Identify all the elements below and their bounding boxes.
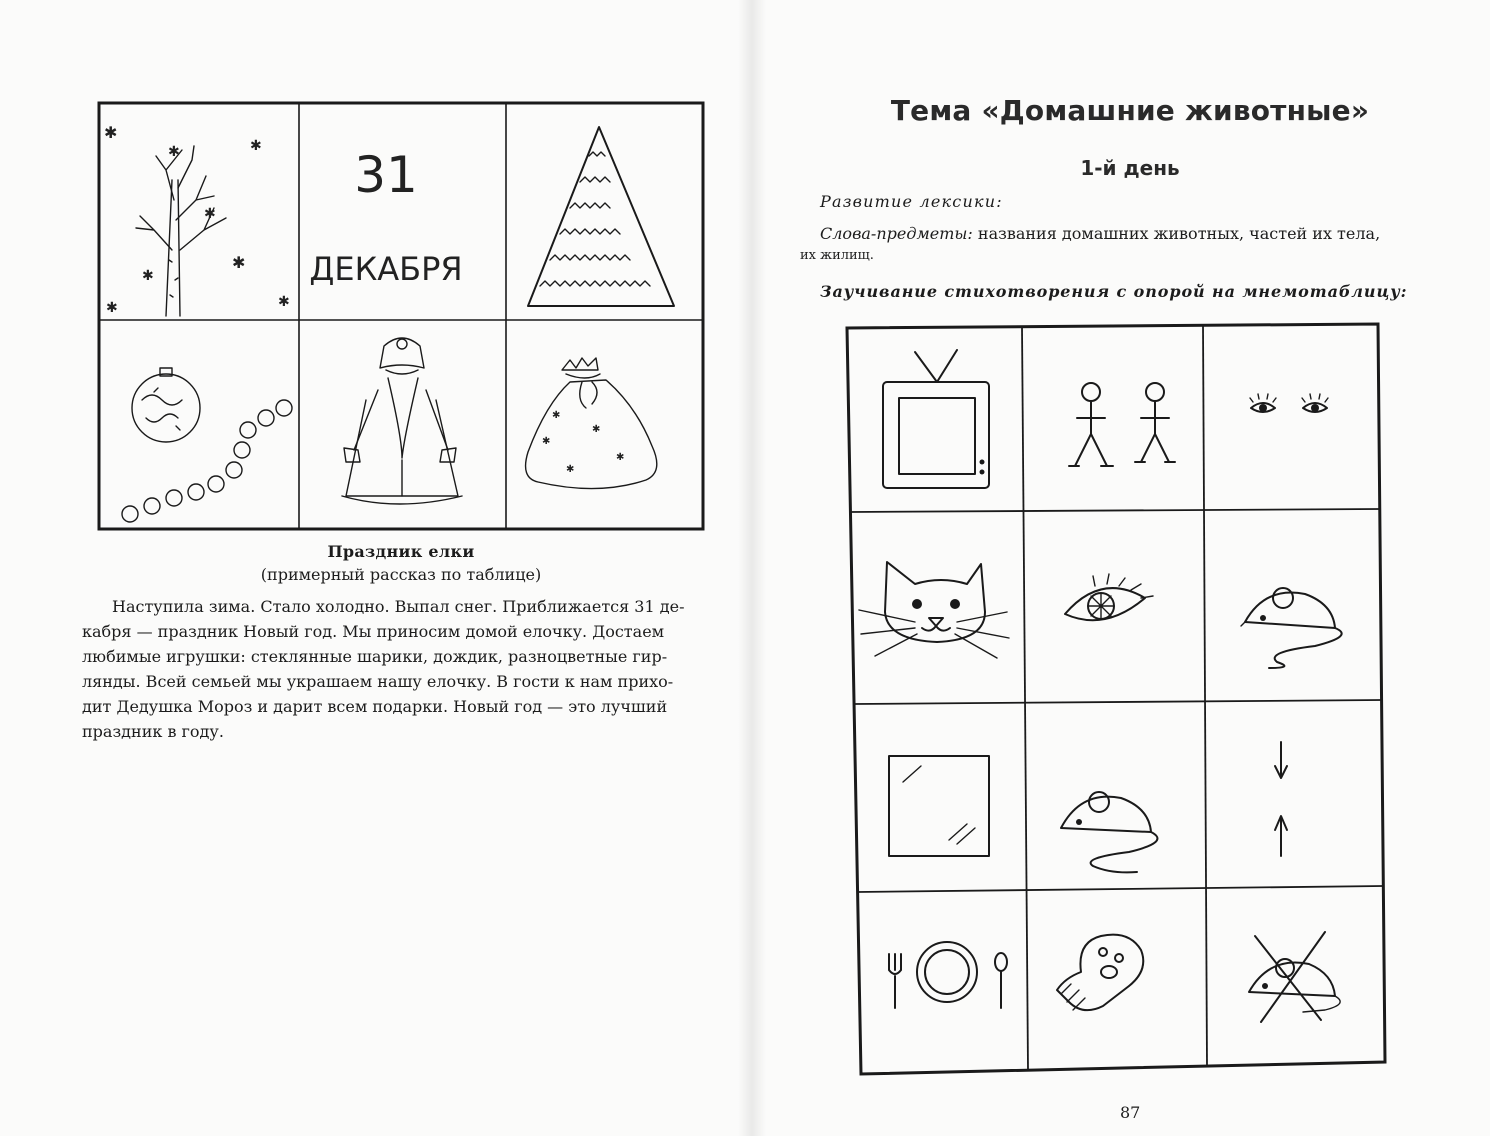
story-line: праздник в году.: [82, 722, 224, 741]
story-title: Праздник елки: [327, 542, 475, 561]
winter-tree-icon: [104, 123, 290, 316]
story-line: дит Дедушка Мороз и дарит всем подарки. Новый год — это лучший: [82, 697, 668, 716]
fir-tree-icon: [528, 127, 674, 306]
svg-text:✱: ✱: [278, 294, 290, 310]
arrows-icon: [1275, 742, 1287, 856]
eyes-icon: [1250, 394, 1328, 412]
date-month: ДЕКАБРЯ: [309, 250, 463, 288]
svg-text:✱: ✱: [204, 206, 216, 222]
calendar-date-icon: [309, 146, 462, 288]
story-line: любимые игрушки: стеклянные шарики, дождик, разноцветные гир-: [82, 647, 668, 666]
eye-icon: [1065, 574, 1153, 620]
lexicon-text-continued: их жилищ.: [800, 248, 874, 263]
lexicon-line: [820, 222, 1460, 246]
two-people-icon: [1069, 383, 1175, 466]
svg-text:✱: ✱: [106, 300, 118, 316]
svg-text:✱: ✱: [104, 123, 118, 142]
story-line: Наступила зима. Стало холодно. Выпал снег. Приближается 31 де-: [112, 597, 685, 616]
svg-text:✱: ✱: [552, 410, 561, 421]
story-subtitle: (примерный рассказ по таблице): [260, 565, 542, 584]
svg-text:✱: ✱: [542, 436, 551, 447]
theme-title: Тема «Домашние животные»: [890, 94, 1370, 127]
svg-text:✱: ✱: [250, 138, 262, 154]
svg-text:✱: ✱: [142, 268, 154, 284]
svg-text:✱: ✱: [566, 464, 575, 475]
date-number: 31: [354, 146, 418, 204]
gift-sack-icon: [526, 358, 657, 489]
story-text: [82, 594, 726, 744]
window-icon: [889, 756, 989, 856]
tableware-icon: [889, 942, 1007, 1008]
lexicon-text: названия домашних животных, частей их тела,: [972, 224, 1381, 243]
cat-face-icon: [859, 562, 1009, 658]
page-number: 87: [1120, 1103, 1141, 1122]
story-line: лянды. Всей семьей мы украшаем нашу елочку. В гости к нам прихо-: [82, 672, 674, 691]
mouse-icon: [1241, 588, 1342, 668]
father-frost-icon: [342, 338, 462, 504]
learning-heading: Заучивание стихотворения с опорой на мнемотаблицу:: [820, 282, 1408, 301]
page-gutter: [738, 0, 766, 1136]
ornament-garland-icon: [122, 368, 292, 522]
svg-text:✱: ✱: [168, 144, 180, 160]
lexicon-label: Слова-предметы:: [820, 224, 973, 243]
svg-text:✱: ✱: [232, 253, 246, 272]
mnemotable-new-year: [96, 100, 706, 532]
tv-icon: [883, 350, 989, 488]
svg-text:✱: ✱: [592, 424, 601, 435]
mnemotable-pets: [845, 322, 1390, 1080]
day-title: 1-й день: [1080, 156, 1180, 180]
paw-icon: [1057, 935, 1143, 1011]
mouse-icon: [1061, 792, 1157, 872]
lexicon-heading: Развитие лексики:: [820, 192, 1003, 211]
crossed-mouse-icon: [1249, 932, 1340, 1022]
story-line: кабря — праздник Новый год. Мы приносим домой елочку. Достаем: [82, 622, 665, 641]
svg-text:✱: ✱: [616, 452, 625, 463]
